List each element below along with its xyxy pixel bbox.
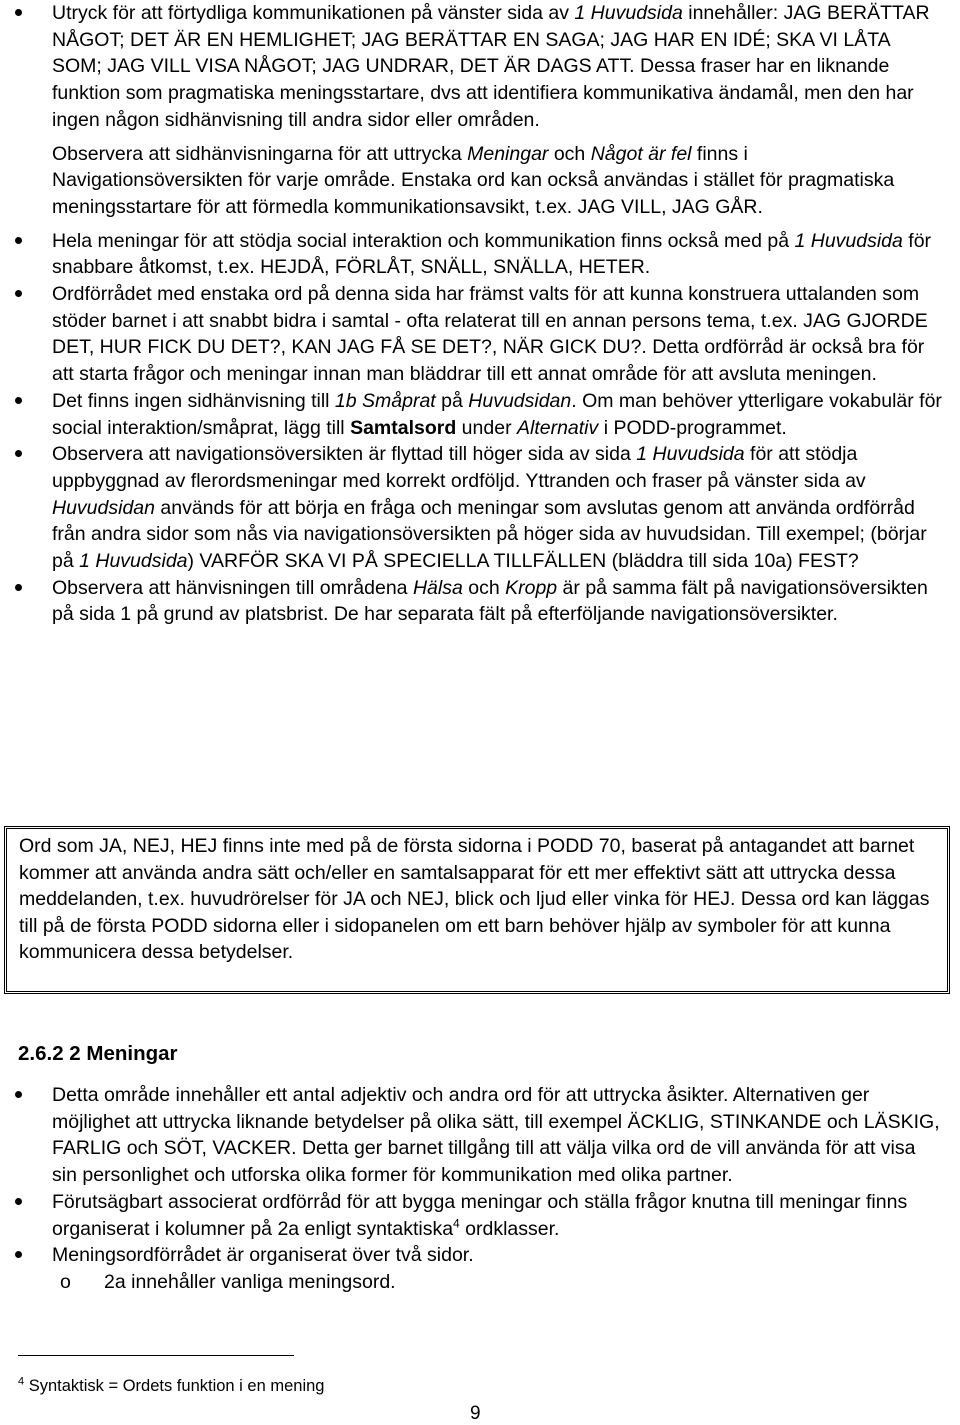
text: för snabbare åtkomst, t.ex. HEJDÅ, FÖRLÅT, SNÄLL, SNÄLLA, HETER. bbox=[52, 229, 932, 279]
text: Det finns ingen sidhänvisning till bbox=[52, 389, 335, 412]
text-italic: Meningar bbox=[467, 142, 549, 165]
list-item bbox=[12, 1082, 942, 1189]
footnote bbox=[18, 1377, 325, 1396]
text: på bbox=[435, 389, 469, 412]
text: Observera att navigationsöversikten är flyttad till höger sida av sida bbox=[52, 443, 637, 466]
text: finns i Navigationsöversikten för varje område. Enstaka ord kan också användas i stället för pragmatiska meningsstartare för att förmedla kommunikationsavsikt, t.ex. JAG VILL, JAG GÅR. bbox=[52, 142, 895, 218]
sub-list bbox=[52, 1269, 942, 1296]
footnote-number: 4 bbox=[18, 1375, 25, 1388]
text: Förutsägbart associerat ordförråd för att bygga meningar och ställa frågor knutna till meningar finns organiserat i kolumner på 2a enligt syntaktiska bbox=[52, 1190, 908, 1240]
list-item bbox=[12, 1242, 942, 1295]
footnote-text: Syntaktisk = Ordets funktion i en mening bbox=[24, 1377, 325, 1395]
bullet-list-bottom bbox=[12, 1082, 942, 1296]
list-item bbox=[12, 228, 942, 281]
text: används för att börja en fråga och meningar som avslutas genom att använda ordförråd från andra sidor som nås via navigationsöversikten på höger sida av huvudsidan. Till exempel; (börjar på bbox=[52, 496, 927, 573]
text-italic: Huvudsidan bbox=[52, 496, 155, 519]
text: Detta område innehåller ett antal adjektiv och andra ord för att uttrycka åsikter. Alternativen ger möjlighet att uttrycka liknande betydelser på olika sätt, till exempel ÄCKLIG, STINKANDE och LÄSKIG, FARLIG och SÖT, VACKER. Detta ger barnet tillgång till att välja vilka ord de vill använda för att visa sin personlighet och utforska olika former för kommunikation med olika partner. bbox=[52, 1084, 940, 1187]
section-heading: 2.6.2 2 Meningar bbox=[18, 1042, 178, 1065]
text: Observera att sidhänvisningarna för att uttrycka bbox=[52, 142, 468, 165]
note-text: Ord som JA, NEJ, HEJ finns inte med på de första sidorna i PODD 70, baserat på antagandet att barnet kommer att använda andra sätt och/eller en samtalsapparat för ett mer effektivt sätt att uttrycka dessa meddelanden, t.ex. huvudrörelser för JA och NEJ, blick och ljud eller vinka för HEJ. Dessa ord kan läggas till på de första PODD sidorna eller i sidopanelen om ett barn behöver hjälp av symboler för att kunna kommunicera dessa betydelser. bbox=[19, 835, 930, 963]
text-italic: Hälsa bbox=[412, 576, 463, 599]
sub-list-item bbox=[52, 1269, 942, 1296]
text-italic: Något är fel bbox=[590, 142, 692, 165]
text: innehåller: JAG BERÄTTAR NÅGOT; DET ÄR EN HEMLIGHET; JAG BERÄTTAR EN SAGA; JAG HAR EN IDÉ; SKA VI LÅTA SOM; JAG VILL VISA NÅGOT; JAG UNDRAR, DET ÄR DAGS ATT. Dessa fraser har en liknande funktion som pragmatiska meningsstartare, dvs att identifiera kommunikativa ändamål, men den har ingen någon sidhänvisning till andra sidor eller områden. bbox=[52, 2, 930, 131]
paragraph bbox=[52, 0, 942, 134]
text: Observera att hänvisningen till områdena bbox=[52, 576, 413, 599]
text: för att stödja uppbyggnad av flerordsmeningar med korrekt ordföljd. Yttranden och fraser på vänster sida av bbox=[52, 443, 866, 492]
footnote-divider bbox=[18, 1355, 294, 1356]
text: under bbox=[456, 416, 517, 439]
paragraph bbox=[52, 141, 942, 221]
text: . Om man behöver ytterligare vokabulär för social interaktion/småprat, lägg till bbox=[52, 389, 942, 439]
list-item bbox=[12, 388, 942, 441]
page-number: 9 bbox=[470, 1403, 481, 1424]
sub-bullet-marker: o bbox=[60, 1270, 71, 1293]
text-italic: 1 Huvudsida bbox=[79, 550, 188, 573]
text-italic: 1b Småprat bbox=[334, 389, 436, 412]
text: ) VARFÖR SKA VI PÅ SPECIELLA TILLFÄLLEN (bläddra till sida 10a) FEST? bbox=[187, 550, 859, 573]
text: Meningsordförrådet är organiserat över två sidor. bbox=[52, 1244, 474, 1267]
text-bold: Samtalsord bbox=[350, 416, 457, 439]
list-item bbox=[12, 575, 942, 628]
text-italic: Kropp bbox=[505, 576, 558, 599]
text: och bbox=[462, 576, 506, 599]
text-italic: 1 Huvudsida bbox=[794, 229, 903, 252]
text: Hela meningar för att stödja social interaktion och kommunikation finns också med på bbox=[52, 229, 795, 252]
note-box bbox=[4, 826, 950, 994]
list-item bbox=[12, 441, 942, 575]
text: 2a innehåller vanliga meningsord. bbox=[104, 1270, 396, 1293]
text: Utryck för att förtydliga kommunikationen på vänster sida av bbox=[52, 2, 575, 24]
text-italic: Alternativ bbox=[516, 416, 599, 439]
text: och bbox=[548, 142, 591, 165]
list-item bbox=[12, 0, 942, 221]
text-italic: 1 Huvudsida bbox=[636, 443, 745, 466]
text: ordklasser. bbox=[459, 1217, 560, 1240]
footnote-ref: 4 bbox=[453, 1216, 460, 1231]
text: i PODD-programmet. bbox=[598, 416, 787, 439]
list-item bbox=[12, 281, 942, 388]
text-italic: Huvudsidan bbox=[468, 389, 572, 412]
list-item bbox=[12, 1189, 942, 1242]
text: är på samma fält på navigationsöversikten på sida 1 på grund av platsbrist. De har separata fält på efterföljande navigationsöversikter. bbox=[52, 576, 928, 626]
text: Ordförrådet med enstaka ord på denna sida har främst valts för att kunna konstruera uttalanden som stöder barnet i att snabbt bidra i samtal - ofta relaterat till en annan persons tema, t.ex. JAG GJORDE DET, HUR FICK DU DET?, KAN JAG FÅ SE DET?, NÄR GICK DU?. Detta ordförråd är också bra för att starta frågor och meningar innan man bläddrar till ett annat område för att avsluta meningen. bbox=[52, 283, 928, 386]
bullet-list-top bbox=[12, 0, 942, 628]
text-italic: 1 Huvudsida bbox=[574, 2, 683, 24]
